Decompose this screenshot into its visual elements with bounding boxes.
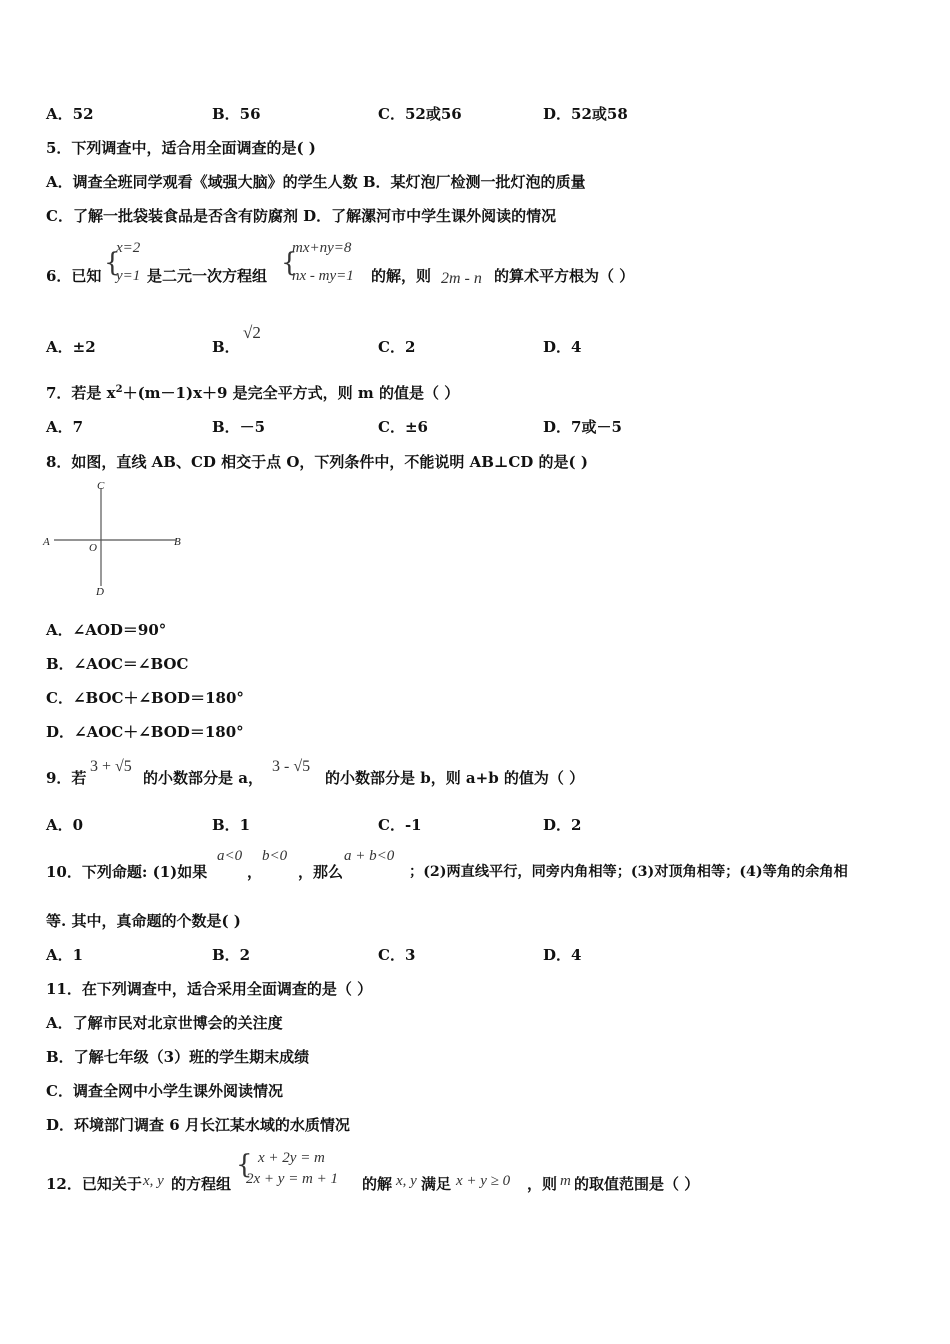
q9-option-a: A．0 [46, 816, 84, 834]
q4-option-c: C．52或56 [378, 105, 462, 123]
q9-option-b: B．1 [212, 816, 251, 834]
q5-options-line1: A．调查全班同学观看《域强大脑》的学生人数 B．某灯泡厂检测一批灯泡的质量 [46, 173, 586, 191]
q6-option-c: C．2 [378, 338, 416, 356]
q6-sys2-top: mx+ny=8 [292, 240, 352, 256]
label-d: D [96, 586, 104, 598]
q9-option-d: D．2 [543, 816, 582, 834]
q10-mid: ，那么 [298, 863, 344, 881]
q12-mid2: 的解 [362, 1175, 393, 1193]
q11-option-b: B．了解七年级（3）班的学生期末成绩 [46, 1048, 310, 1066]
q9-option-c: C．-1 [378, 816, 422, 834]
label-a: A [43, 536, 50, 548]
label-c: C [97, 480, 105, 492]
q9-expr1: 3 + √5 [90, 758, 132, 775]
q12-mid: 的方程组 [171, 1175, 232, 1193]
q6-sys2-bottom: nx - my=1 [292, 268, 354, 284]
q10-e1: a<0 [217, 848, 243, 864]
q10-option-c: C．3 [378, 946, 416, 964]
q8-figure [40, 478, 190, 600]
q6-mid2: 的解，则 [371, 267, 432, 285]
q10-option-b: B．2 [212, 946, 251, 964]
q6-suffix: 的算术平方根为（ ） [494, 267, 635, 285]
q10-e3: a + b<0 [344, 848, 395, 864]
q4-option-d: D．52或58 [543, 105, 628, 123]
q11-option-a: A．了解市民对北京世博会的关注度 [46, 1014, 283, 1032]
q12-suffix: 的取值范围是（ ） [574, 1175, 700, 1193]
q11-option-c: C．调查全网中小学生课外阅读情况 [46, 1082, 283, 1100]
q12-sys-top: x + 2y = m [258, 1150, 325, 1166]
q6-option-b-math: √2 [243, 323, 261, 342]
q12-prefix: 12．已知关于 [46, 1175, 142, 1193]
q11-stem: 11．在下列调查中，适合采用全面调查的是（ ） [46, 980, 373, 998]
q4-option-b: B．56 [212, 105, 261, 123]
q10-line2: 等. 其中，真命题的个数是( ) [46, 912, 241, 930]
q5-stem: 5．下列调查中，适合用全面调查的是( ) [46, 139, 316, 157]
q10-option-d: D．4 [543, 946, 582, 964]
q6-prefix: 6．已知 [46, 267, 102, 285]
q8-option-c: C．∠BOC＋∠BOD＝180° [46, 689, 244, 707]
q12-mid4: ，则 [527, 1175, 558, 1193]
q7-option-a: A．7 [46, 418, 84, 436]
q8-option-a: A．∠AOD＝90° [46, 621, 167, 639]
q6-sys1-top: x=2 [116, 240, 141, 256]
q6-option-a: A．±2 [46, 338, 96, 356]
q12-mid3: 满足 [421, 1175, 452, 1193]
q10-e2: b<0 [262, 848, 288, 864]
q6-sys1-bottom: y=1 [116, 268, 141, 284]
q6-mid: 是二元一次方程组 [147, 267, 268, 285]
q9-expr2: 3 - √5 [272, 758, 311, 775]
q5-options-line2: C．了解一批袋装食品是否含有防腐剂 D．了解漯河市中学生课外阅读的情况 [46, 207, 557, 225]
q10-comma: ， [247, 863, 263, 881]
q6-brace-2: { [281, 248, 298, 278]
q7-option-b: B．－5 [212, 418, 266, 436]
q12-sys-bottom: 2x + y = m + 1 [246, 1171, 339, 1187]
q8-option-b: B．∠AOC＝∠BOC [46, 655, 189, 673]
q4-option-a: A．52 [46, 105, 94, 123]
q8-stem: 8．如图，直线 AB、CD 相交于点 O，下列条件中，不能说明 AB⊥CD 的是( ) [46, 453, 588, 471]
q6-option-d: D．4 [543, 338, 582, 356]
q7-stem: 7．若是 $x^2+(m-1)x+9$ 是完全平方式，则 m 的值是（ ） [46, 384, 460, 402]
label-b: B [174, 536, 181, 548]
q10-prefix: 10．下列命题: (1)如果 [46, 863, 208, 881]
q8-option-d: D．∠AOC＋∠BOD＝180° [46, 723, 244, 741]
q7-option-c: C．±6 [378, 418, 428, 436]
q12-vars: x, y [143, 1173, 164, 1189]
q12-vars2: x, y [396, 1173, 417, 1189]
q9-prefix: 9．若 [46, 769, 87, 787]
q9-mid: 的小数部分是 a， [143, 769, 263, 787]
label-o: O [89, 542, 97, 554]
q11-option-d: D．环境部门调查 6 月长江某水域的水质情况 [46, 1116, 350, 1134]
q10-suffix: ；(2)两直线平行，同旁内角相等；(3)对顶角相等；(4)等角的余角相 [409, 864, 848, 880]
q6-expr: 2m - n [441, 270, 482, 287]
q10-option-a: A．1 [46, 946, 84, 964]
q9-suffix: 的小数部分是 b，则 a+b 的值为（ ） [325, 769, 585, 787]
q7-option-d: D．7或－5 [543, 418, 622, 436]
q6-option-b: B． [212, 338, 240, 356]
q6-brace-1: { [104, 248, 121, 278]
q12-var-m: m [560, 1173, 571, 1189]
q12-cond: x + y ≥ 0 [456, 1173, 511, 1189]
q12-brace: { [236, 1150, 253, 1180]
